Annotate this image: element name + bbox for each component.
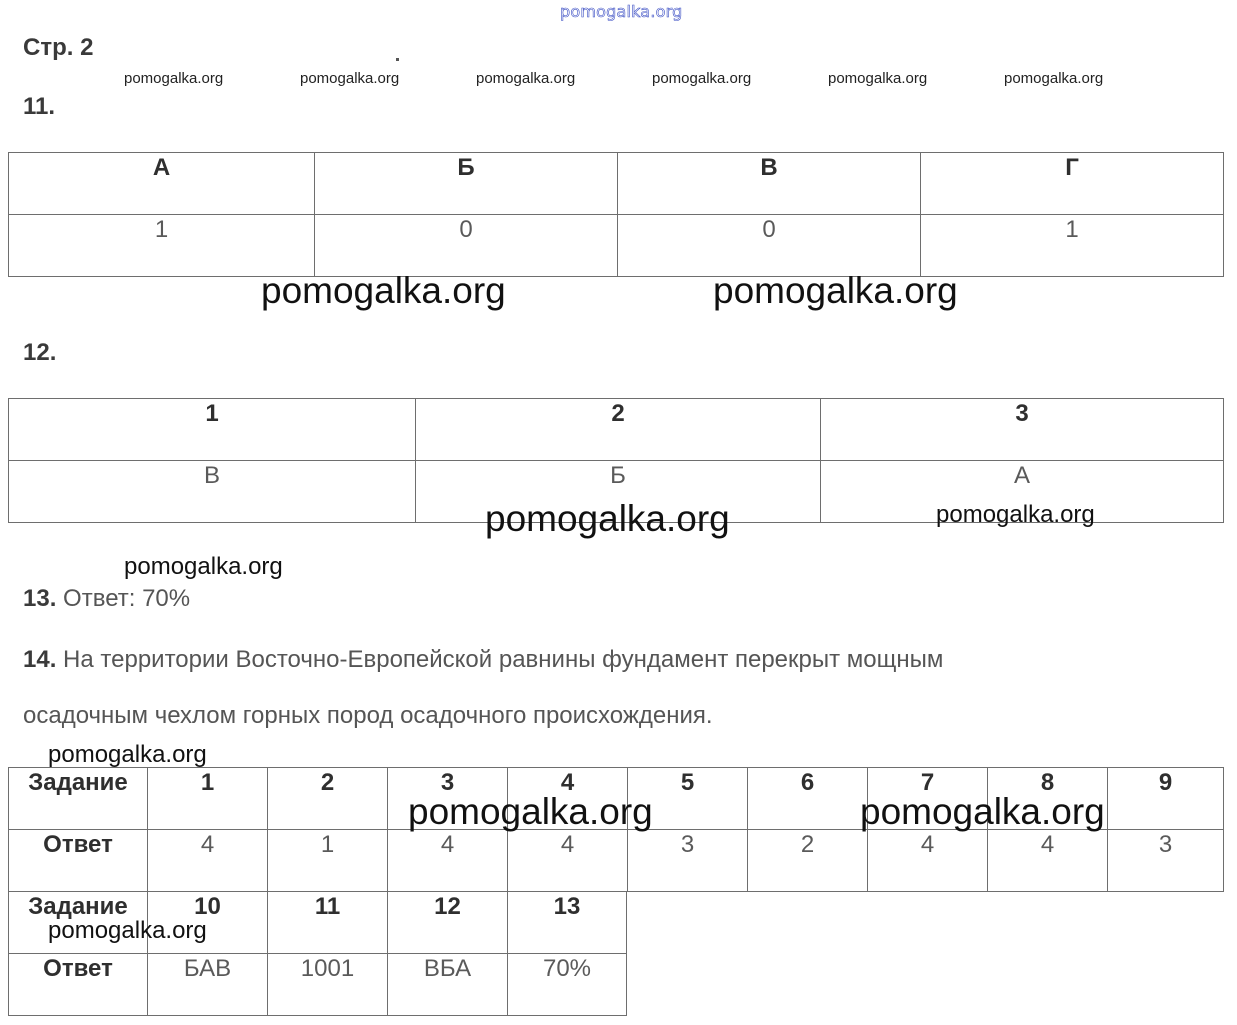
task12-header-cell: 3 bbox=[821, 399, 1224, 461]
watermark-top: pomogalka.org bbox=[560, 2, 683, 21]
task12-header-row bbox=[9, 399, 1224, 461]
summary-answer-label: Ответ bbox=[9, 954, 148, 1016]
page-label: Стр. 2 bbox=[23, 34, 94, 61]
task12-value-cell: В bbox=[9, 461, 416, 523]
watermark-large: pomogalka.org bbox=[408, 791, 653, 832]
task11-header-cell: Б bbox=[315, 153, 618, 215]
watermark-large: pomogalka.org bbox=[485, 498, 730, 539]
task11-number: 11. bbox=[23, 93, 56, 120]
summary-answer-row bbox=[9, 830, 1224, 892]
summary-task-cell: 3 bbox=[388, 768, 508, 830]
summary-task-cell: 10 bbox=[148, 892, 268, 954]
task12-value-cell: А bbox=[821, 461, 1224, 523]
summary-answer-cell: БАВ bbox=[148, 954, 268, 1016]
task11-table bbox=[8, 152, 1224, 277]
task11-value-cell: 1 bbox=[921, 215, 1224, 277]
summary-answer-cell: 4 bbox=[988, 830, 1108, 892]
task11-value-row bbox=[9, 215, 1224, 277]
summary-answer-label: Ответ bbox=[9, 830, 148, 892]
summary-answer-cell: 3 bbox=[1108, 830, 1224, 892]
summary-task-cell: 4 bbox=[508, 768, 628, 830]
summary-table-2 bbox=[8, 891, 627, 1016]
watermark-medium: pomogalka.org bbox=[936, 501, 1095, 528]
summary-answer-cell: 3 bbox=[628, 830, 748, 892]
summary-task-cell: 11 bbox=[268, 892, 388, 954]
task12-value-cell: Б bbox=[416, 461, 821, 523]
summary-task-cell: 5 bbox=[628, 768, 748, 830]
task12-header-cell: 2 bbox=[416, 399, 821, 461]
summary-answer-row bbox=[9, 954, 627, 1016]
task14-text-line2: осадочным чехлом горных пород осадочного происхождения. bbox=[23, 702, 713, 729]
summary-answer-cell: 4 bbox=[508, 830, 628, 892]
summary-answer-cell: 70% bbox=[508, 954, 627, 1016]
summary-answer-cell: 1 bbox=[268, 830, 388, 892]
task12-header-cell: 1 bbox=[9, 399, 416, 461]
task11-header-cell: В bbox=[618, 153, 921, 215]
watermark-large: pomogalka.org bbox=[261, 270, 506, 311]
summary-task-cell: 1 bbox=[148, 768, 268, 830]
task14-number: 14. bbox=[23, 646, 57, 673]
speck-mark bbox=[396, 58, 399, 61]
summary-task-cell: 13 bbox=[508, 892, 627, 954]
watermark-small: pomogalka.org bbox=[476, 70, 576, 87]
summary-task-cell: 2 bbox=[268, 768, 388, 830]
watermark-large: pomogalka.org bbox=[860, 791, 1105, 832]
summary-answer-cell: 4 bbox=[388, 830, 508, 892]
watermark-small: pomogalka.org bbox=[828, 70, 928, 87]
task11-value-cell: 0 bbox=[618, 215, 921, 277]
summary-task-cell: 6 bbox=[748, 768, 868, 830]
watermark-small: pomogalka.org bbox=[652, 70, 752, 87]
summary-task-cell: 12 bbox=[388, 892, 508, 954]
task14-line1 bbox=[23, 646, 943, 674]
watermark-medium: pomogalka.org bbox=[124, 553, 283, 580]
summary-task-cell: 7 bbox=[868, 768, 988, 830]
watermark-small: pomogalka.org bbox=[1004, 70, 1104, 87]
watermark-medium: pomogalka.org bbox=[48, 741, 207, 768]
watermark-small: pomogalka.org bbox=[124, 70, 224, 87]
summary-task-cell: 9 bbox=[1108, 768, 1224, 830]
summary-answer-cell: ВБА bbox=[388, 954, 508, 1016]
task13-number: 13. bbox=[23, 585, 57, 612]
task11-header-row bbox=[9, 153, 1224, 215]
task13-line bbox=[23, 585, 190, 613]
task11-value-cell: 0 bbox=[315, 215, 618, 277]
summary-task-label: Задание bbox=[9, 768, 148, 830]
task13-answer: Ответ: 70% bbox=[63, 585, 191, 612]
summary-task-label: Задание bbox=[9, 892, 148, 954]
summary-answer-cell: 4 bbox=[148, 830, 268, 892]
watermark-large: pomogalka.org bbox=[713, 270, 958, 311]
watermark-small: pomogalka.org bbox=[300, 70, 400, 87]
summary-answer-cell: 4 bbox=[868, 830, 988, 892]
watermark-medium: pomogalka.org bbox=[48, 917, 207, 944]
summary-answer-cell: 2 bbox=[748, 830, 868, 892]
summary-answer-cell: 1001 bbox=[268, 954, 388, 1016]
task12-number: 12. bbox=[23, 339, 57, 366]
summary-task-cell: 8 bbox=[988, 768, 1108, 830]
task11-value-cell: 1 bbox=[9, 215, 315, 277]
task11-header-cell: А bbox=[9, 153, 315, 215]
task14-text-line1: На территории Восточно-Европейской равнины фундамент перекрыт мощным bbox=[63, 646, 944, 673]
task11-header-cell: Г bbox=[921, 153, 1224, 215]
